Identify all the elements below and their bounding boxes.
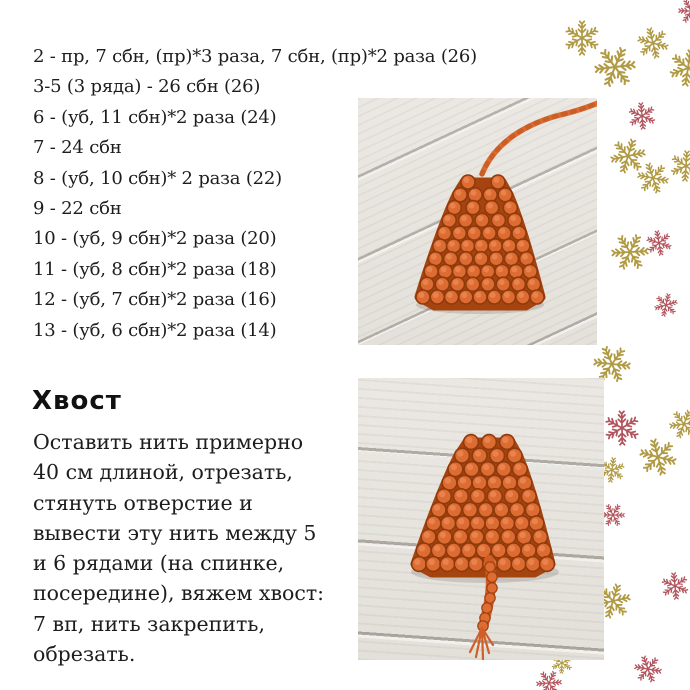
pattern-row: 11 - (уб, 8 сбн)*2 раза (18): [33, 258, 277, 280]
tail-instruction-line: стянуть отверстие и: [33, 490, 253, 515]
snowflake-icon: [564, 20, 600, 56]
tail-instruction-line: 7 вп, нить закрепить,: [33, 611, 265, 636]
snowflake-icon: [669, 149, 690, 183]
tail-instruction-line: обрезать.: [33, 642, 136, 667]
snowflake-icon: [655, 566, 690, 605]
pattern-row: 3-5 (3 ряда) - 26 сбн (26): [33, 76, 261, 98]
pattern-row-list: [33, 42, 477, 346]
snowflake-icon: [652, 291, 681, 320]
tail-instruction-line: вывести эту нить между 5: [33, 520, 317, 545]
crochet-cone-tail-illustration: [358, 378, 604, 660]
pattern-row: 7 - 24 сбн: [33, 137, 122, 159]
yarn-strand: [482, 103, 597, 174]
pattern-row: 2 - пр, 7 сбн, (пр)*3 раза, 7 сбн, (пр)*2 раза (26): [33, 46, 478, 67]
pattern-row: 6 - (уб, 11 сбн)*2 раза (24): [33, 106, 277, 128]
tail-instructions: [33, 427, 324, 669]
pattern-row: 13 - (уб, 6 сбн)*2 раза (14): [33, 319, 277, 341]
snowflake-icon: [628, 649, 667, 688]
tail-instruction-line: 40 см длиной, отрезать,: [33, 460, 293, 485]
section-heading-tail: Хвост: [32, 386, 122, 416]
tail-instruction-line: посередине), вяжем хвост:: [33, 581, 325, 606]
snowflake-icon: [673, 0, 690, 29]
pattern-row: 12 - (уб, 7 сбн)*2 раза (16): [33, 289, 277, 311]
pattern-row: 10 - (уб, 9 сбн)*2 раза (20): [33, 228, 277, 250]
tail-instruction-line: Оставить нить примерно: [33, 430, 304, 454]
snowflake-icon: [664, 404, 690, 443]
snowflake-icon: [666, 46, 690, 89]
photo-crochet-cone-with-tail: [358, 378, 604, 660]
snowflake-icon: [597, 403, 646, 452]
tail-instruction-line: и 6 рядами (на спинке,: [33, 551, 285, 576]
pattern-row: 9 - 22 сбн: [33, 198, 122, 220]
snowflake-icon: [623, 97, 662, 136]
pattern-row: 8 - (уб, 10 сбн)* 2 раза (22): [33, 167, 283, 189]
